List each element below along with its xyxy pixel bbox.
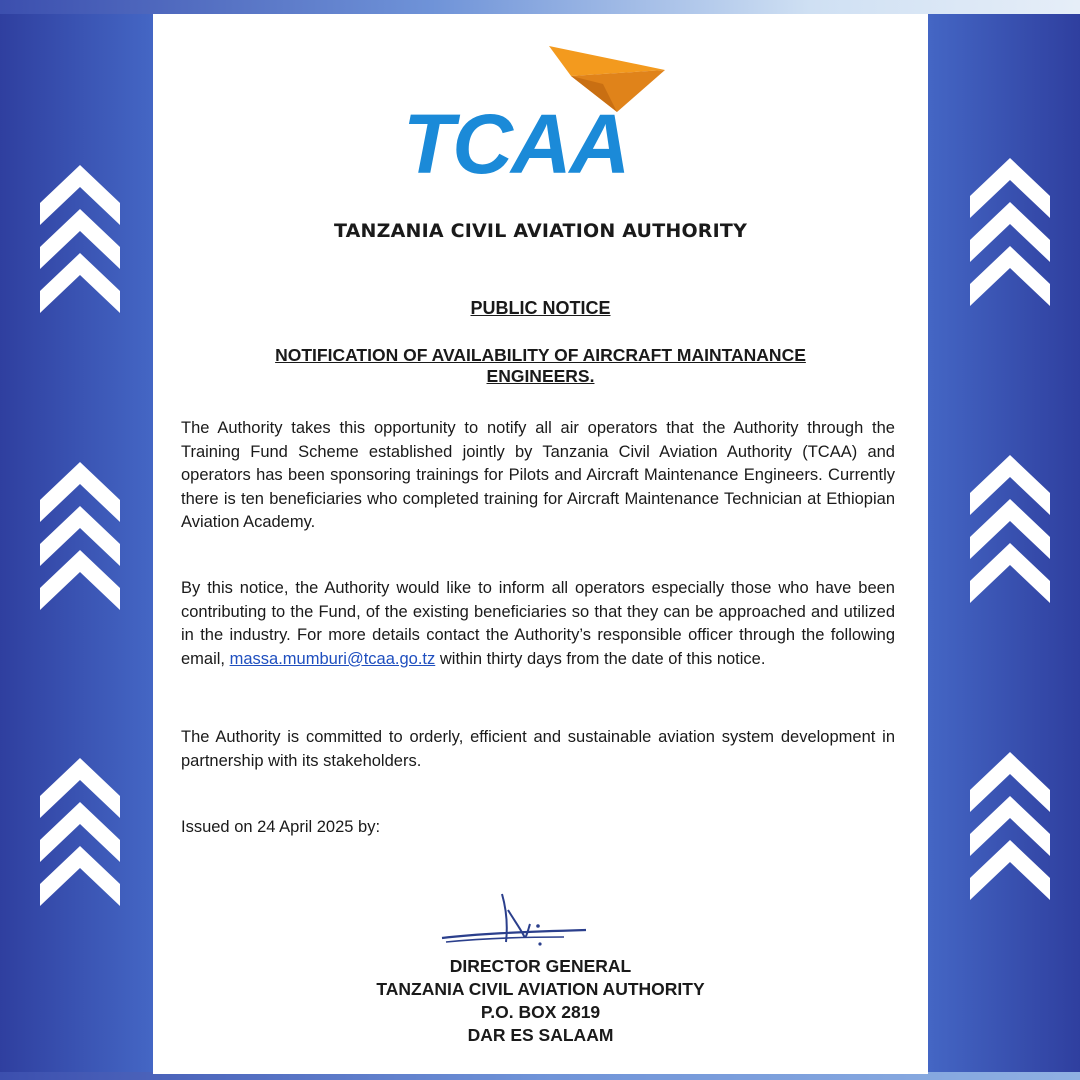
- right-chevrons-icon-middle: [970, 455, 1050, 630]
- headline-line-2: ENGINEERS.: [486, 366, 595, 386]
- tcaa-logo: [403, 44, 673, 189]
- contact-email-link[interactable]: massa.mumburi@tcaa.go.tz: [229, 649, 436, 668]
- paragraph-3: The Authority is committed to orderly, efficient and sustainable aviation system development in partnership with its stakeholders.: [181, 728, 895, 770]
- signatory-block: [153, 955, 928, 1047]
- signatory-city: DAR ES SALAAM: [467, 1025, 614, 1045]
- signatory-title: DIRECTOR GENERAL: [449, 956, 632, 976]
- left-chevrons-icon-bottom: [40, 758, 120, 933]
- right-chevrons-icon-top: [970, 158, 1050, 333]
- right-chevrons-icon-bottom: [970, 752, 1050, 927]
- signatory-po-box: P.O. BOX 2819: [480, 1002, 601, 1022]
- headline-line-1: NOTIFICATION OF AVAILABILITY OF AIRCRAFT MAINTANANCE: [275, 345, 806, 365]
- left-chevrons-icon-top: [40, 165, 120, 340]
- notice-headline: [193, 345, 888, 387]
- paragraph-2-after: within thirty days from the date of this notice.: [439, 649, 766, 668]
- paragraph-2-text: By this notice, the Authority would like to inform all operators especially those who have been contributing to the Fund, of the existing beneficiaries so that they can be approached and utilized in the industry. For more details contact the Authority’s responsible officer through the following email,: [181, 579, 895, 668]
- logo-wordmark: TCAA: [403, 97, 629, 191]
- top-gradient-strip: [0, 0, 1080, 14]
- public-notice-label: PUBLIC NOTICE: [470, 298, 611, 318]
- paragraph-1: The Authority takes this opportunity to notify all air operators that the Authority through the Training Fund Scheme established jointly by Tanzania Civil Aviation Authority (TCAA) and operators has been sponsoring trainings for Pilots and Aircraft Maintenance Engineers. Currently there is ten beneficiaries who completed training for Aircraft Maintenance Technician at Ethiopian Aviation Academy.: [181, 419, 895, 531]
- paragraph-2: [181, 577, 895, 671]
- notice-document: [153, 14, 928, 1074]
- signatory-organization: TANZANIA CIVIL AVIATION AUTHORITY: [376, 979, 705, 999]
- signature-icon: [436, 890, 596, 960]
- left-chevrons-icon-middle: [40, 462, 120, 637]
- issued-date: Issued on 24 April 2025 by:: [181, 818, 381, 836]
- organization-title: TANZANIA CIVIL AVIATION AUTHORITY: [333, 220, 748, 242]
